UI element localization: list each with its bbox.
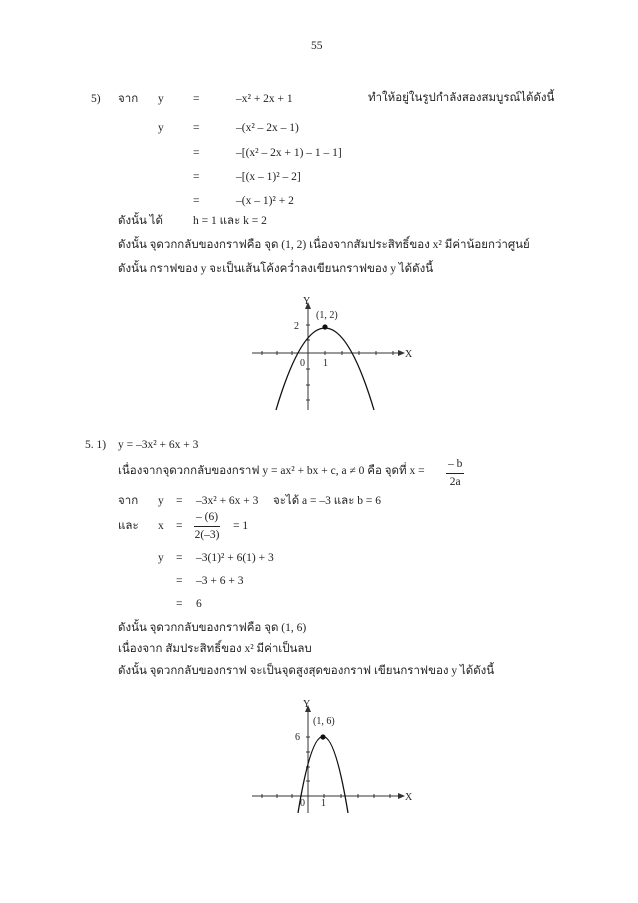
vertex-formula-fraction: [446, 459, 464, 488]
origin-label: 0: [300, 798, 305, 809]
from-word: จาก: [118, 495, 139, 507]
y-axis-label: Y: [303, 699, 311, 710]
y-axis-label: Y: [303, 296, 311, 307]
origin-label: 0: [300, 358, 305, 369]
and-word: และ: [118, 520, 139, 532]
item-label: 5. 1): [85, 439, 107, 451]
x-fraction: [194, 512, 220, 541]
fraction-numerator: – (6): [194, 512, 220, 527]
eq-line5: –(x – 1)² + 2: [236, 195, 294, 207]
vertex-point-2: [320, 734, 325, 739]
vertex-point-1: [322, 324, 327, 329]
equals: =: [193, 147, 200, 159]
x-tick-label: 1: [321, 798, 326, 809]
page-number: 55: [311, 40, 323, 52]
x-axis-label: X: [405, 792, 413, 803]
x-tick-label: 1: [323, 358, 328, 369]
eq-line4: –[(x – 1)² – 2]: [236, 171, 301, 183]
note-complete-square: ทำให้อยู่ในรูปกำลังสองสมบูรณ์ได้ดังนี้: [368, 92, 555, 104]
from-word: จาก: [118, 93, 139, 105]
vertex-label: (1, 2): [316, 310, 338, 321]
eq-line2: –(x² – 2x – 1): [236, 122, 299, 134]
y-value: 6: [196, 598, 202, 610]
vertex-formula-text: เนื่องจากจุดวกกลับของกราฟ y = ax² + bx + c, a ≠ 0 คือ จุดที่ x =: [118, 465, 425, 477]
fraction-numerator: – b: [446, 459, 464, 474]
y-substitution: –3(1)² + 6(1) + 3: [196, 552, 274, 564]
main-equation: y = –3x² + 6x + 3: [118, 439, 199, 451]
h-k-values: h = 1 และ k = 2: [193, 215, 267, 227]
var-x: x: [158, 520, 164, 532]
y-tick-label: 6: [295, 732, 300, 743]
equals: =: [193, 171, 200, 183]
equals: =: [176, 598, 183, 610]
y-simplify: –3 + 6 + 3: [196, 575, 244, 587]
turning-point-text: ดังนั้น จุดวกกลับของกราฟคือ จุด (1, 2) เนื่องจากสัมประสิทธิ์ของ x² มีค่าน้อยกว่าศูนย์: [118, 239, 530, 251]
vertex-label: (1, 6): [313, 716, 335, 727]
equals: =: [193, 195, 200, 207]
item-label: 5): [91, 93, 101, 105]
equals: =: [176, 495, 183, 507]
equals: =: [193, 122, 200, 134]
parabola-curve-1: [276, 328, 374, 410]
equals: =: [176, 552, 183, 564]
x-axis-arrow-2: [398, 793, 405, 799]
x-axis-label: X: [405, 349, 413, 360]
conclusion-text: ดังนั้น จุดวกกลับของกราฟ จะเป็นจุดสูงสุดของกราฟ เขียนกราฟของ y ได้ดังนี้: [118, 665, 495, 677]
graph-intro-text: ดังนั้น กราฟของ y จะเป็นเส้นโค้งคว่ำลงเขียนกราฟของ y ได้ดังนี้: [118, 263, 434, 275]
negative-coefficient-text: เนื่องจาก สัมประสิทธิ์ของ x² มีค่าเป็นลบ: [118, 643, 312, 655]
fraction-denominator: 2a: [449, 475, 461, 488]
equals: =: [193, 93, 200, 105]
x-axis-arrow-1: [398, 350, 405, 356]
y-tick-label: 2: [294, 321, 299, 332]
equals: =: [176, 575, 183, 587]
equals: =: [176, 520, 183, 532]
turning-point-text: ดังนั้น จุดวกกลับของกราฟคือ จุด (1, 6): [118, 622, 307, 634]
so-get-label: ดังนั้น ได้: [118, 215, 163, 227]
x-result: = 1: [233, 520, 249, 532]
fraction-denominator: 2(–3): [194, 528, 220, 541]
eq-line1: –x² + 2x + 1: [236, 93, 293, 105]
var-y: y: [158, 93, 164, 105]
eq-line3: –[(x² – 2x + 1) – 1 – 1]: [236, 147, 342, 159]
var-y: y: [158, 122, 164, 134]
from-equation: –3x² + 6x + 3: [196, 495, 259, 507]
coefficients-result: จะได้ a = –3 และ b = 6: [273, 495, 382, 507]
var-y: y: [158, 495, 164, 507]
var-y: y: [158, 552, 164, 564]
